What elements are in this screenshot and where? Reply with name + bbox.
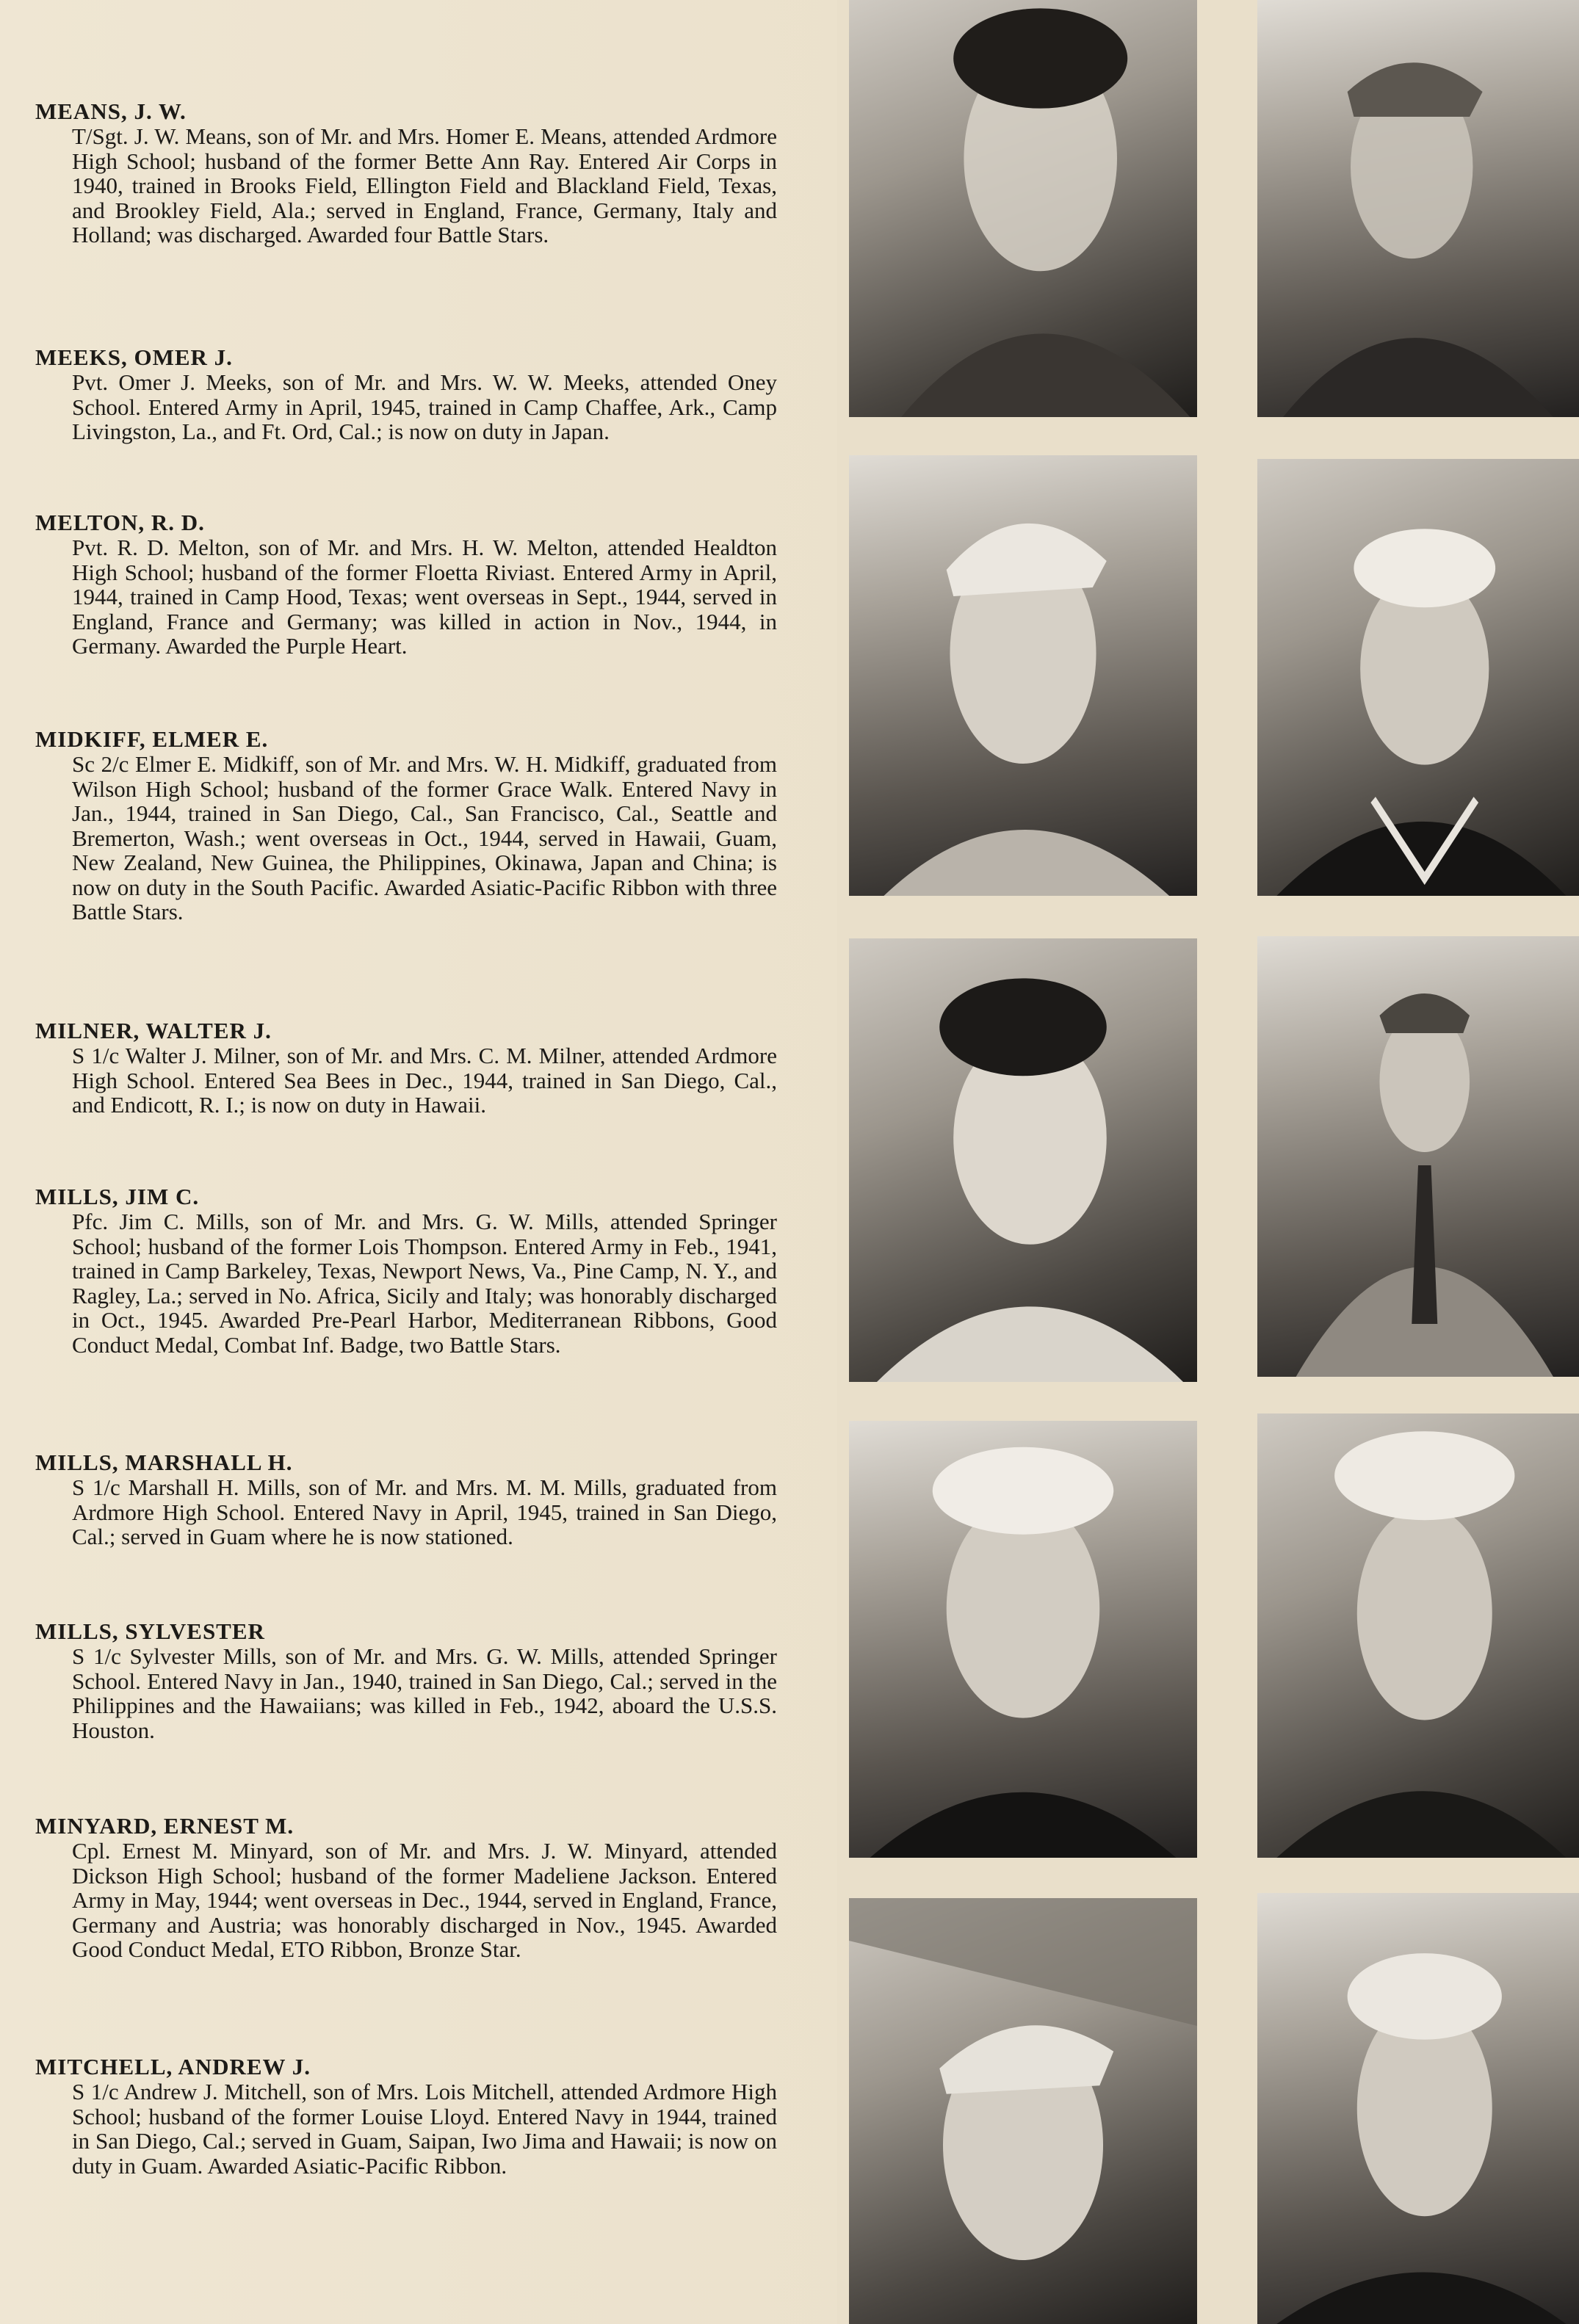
entry-name: MILNER, WALTER J. — [35, 1018, 272, 1043]
entry-melton — [35, 510, 777, 659]
entry-midkiff — [35, 727, 777, 924]
entry-name: MINYARD, ERNEST M. — [35, 1813, 295, 1839]
portrait-photo-meeks — [1257, 0, 1579, 417]
entry-mitchell — [35, 2055, 777, 2178]
entry-text: Pfc. Jim C. Mills, son of Mr. and Mrs. G. W. Mills, attended Springer School; husband of the former Lois Thompson. Entered Army in Feb., 1941, trained in Camp Barkeley, Texas, Newport News, Va., Pine Camp, N. Y., and Ragley, La.; served in No. Africa, Sicily and Italy; was honorably discharged in Oct., 1945. Awarded Pre-Pearl Harbor, Mediterranean Ribbons, Good Conduct Medal, Combat Inf. Badge, two Battle Stars. — [72, 1209, 777, 1358]
portrait-photo-minyard — [849, 1898, 1197, 2324]
entry-means — [35, 99, 777, 247]
entry-name: MILLS, SYLVESTER — [35, 1618, 265, 1644]
portrait-photo-mills-sylvester — [1257, 1413, 1579, 1858]
entry-name: MITCHELL, ANDREW J. — [35, 2054, 311, 2079]
entry-name: MILLS, MARSHALL H. — [35, 1449, 293, 1475]
portrait-grid — [837, 0, 1579, 2324]
portrait-photo-melton — [849, 455, 1197, 896]
entry-milner — [35, 1018, 777, 1118]
entry-name: MELTON, R. D. — [35, 510, 205, 535]
entry-meeks — [35, 345, 777, 444]
portrait-photo-midkiff — [1257, 459, 1579, 896]
entry-text: S 1/c Sylvester Mills, son of Mr. and Mrs. G. W. Mills, attended Springer School. Entered Navy in Jan., 1940, trained in San Diego, Cal.; served in the Philippines and the Hawaiians; was killed in Feb., 1942, aboard the U.S.S. Houston. — [72, 1643, 777, 1743]
portrait-photo-mills-jim — [1257, 936, 1579, 1377]
portrait-photo-mills-marshall — [849, 1421, 1197, 1858]
entry-name: MIDKIFF, ELMER E. — [35, 726, 269, 752]
entry-mills-sylvester — [35, 1619, 777, 1742]
entry-name: MILLS, JIM C. — [35, 1184, 200, 1209]
entry-name: MEANS, J. W. — [35, 98, 187, 124]
entry-mills-marshall — [35, 1450, 777, 1549]
portrait-photo-mitchell — [1257, 1893, 1579, 2324]
entry-text: Pvt. Omer J. Meeks, son of Mr. and Mrs. W. W. Meeks, attended Oney School. Entered Army in April, 1945, trained in Camp Chaffee, Ark., Camp Livingston, La., and Ft. Ord, Cal.; is now on duty in Japan. — [72, 369, 777, 444]
entry-text: Cpl. Ernest M. Minyard, son of Mr. and Mrs. J. W. Minyard, attended Dickson High School; husband of the former Madeliene Jackson. Entered Army in May, 1944; went overseas in Dec., 1944, served in England, France, Germany and Austria; was honorably discharged in Nov., 1945. Awarded Good Conduct Medal, ETO Ribbon, Bronze Star. — [72, 1838, 777, 1962]
entry-text: Sc 2/c Elmer E. Midkiff, son of Mr. and Mrs. W. H. Midkiff, graduated from Wilson High School; husband of the former Grace Walk. Entered Navy in Jan., 1944, trained in San Diego, Cal., San Francisco, Cal., Seattle and Bremerton, Wash.; went overseas in Oct., 1944, served in Hawaii, Guam, New Zealand, New Guinea, the Philippines, Okinawa, Japan and China; is now on duty in the South Pacific. Awarded Asiatic-Pacific Ribbon with three Battle Stars. — [72, 751, 777, 924]
portrait-photo-milner — [849, 938, 1197, 1382]
entry-text: S 1/c Andrew J. Mitchell, son of Mrs. Lois Mitchell, attended Ardmore High School; husband of the former Louise Lloyd. Entered Navy in 1944, trained in San Diego, Cal.; served in Guam, Saipan, Iwo Jima and Hawaii; is now on duty in Guam. Awarded Asiatic-Pacific Ribbon. — [72, 2079, 777, 2179]
entry-text: T/Sgt. J. W. Means, son of Mr. and Mrs. Homer E. Means, attended Ardmore High School; husband of the former Bette Ann Ray. Entered Air Corps in 1940, trained in Brooks Field, Ellington Field and Blackland Field, Texas, and Brookley Field, Ala.; served in England, France, Germany, Italy and Holland; was discharged. Awarded four Battle Stars. — [72, 123, 777, 247]
entry-text: S 1/c Marshall H. Mills, son of Mr. and Mrs. M. M. Mills, graduated from Ardmore High School. Entered Navy in April, 1945, trained in San Diego, Cal.; served in Guam where he is now stationed. — [72, 1474, 777, 1549]
entry-minyard — [35, 1814, 777, 1962]
entry-text: Pvt. R. D. Melton, son of Mr. and Mrs. H. W. Melton, attended Healdton High School; husband of the former Floetta Riviast. Entered Army in April, 1944, trained in Camp Hood, Texas; went overseas in Sept., 1944, served in England, France and Germany; was killed in action in Nov., 1944, in Germany. Awarded the Purple Heart. — [72, 535, 777, 659]
entry-mills-jim — [35, 1184, 777, 1357]
entry-text: S 1/c Walter J. Milner, son of Mr. and Mrs. C. M. Milner, attended Ardmore High School. Entered Sea Bees in Dec., 1944, trained in San Diego, Cal., and Endicott, R. I.; is now on duty in Hawaii. — [72, 1043, 777, 1118]
portrait-photo-means — [849, 0, 1197, 417]
entry-name: MEEKS, OMER J. — [35, 344, 233, 370]
